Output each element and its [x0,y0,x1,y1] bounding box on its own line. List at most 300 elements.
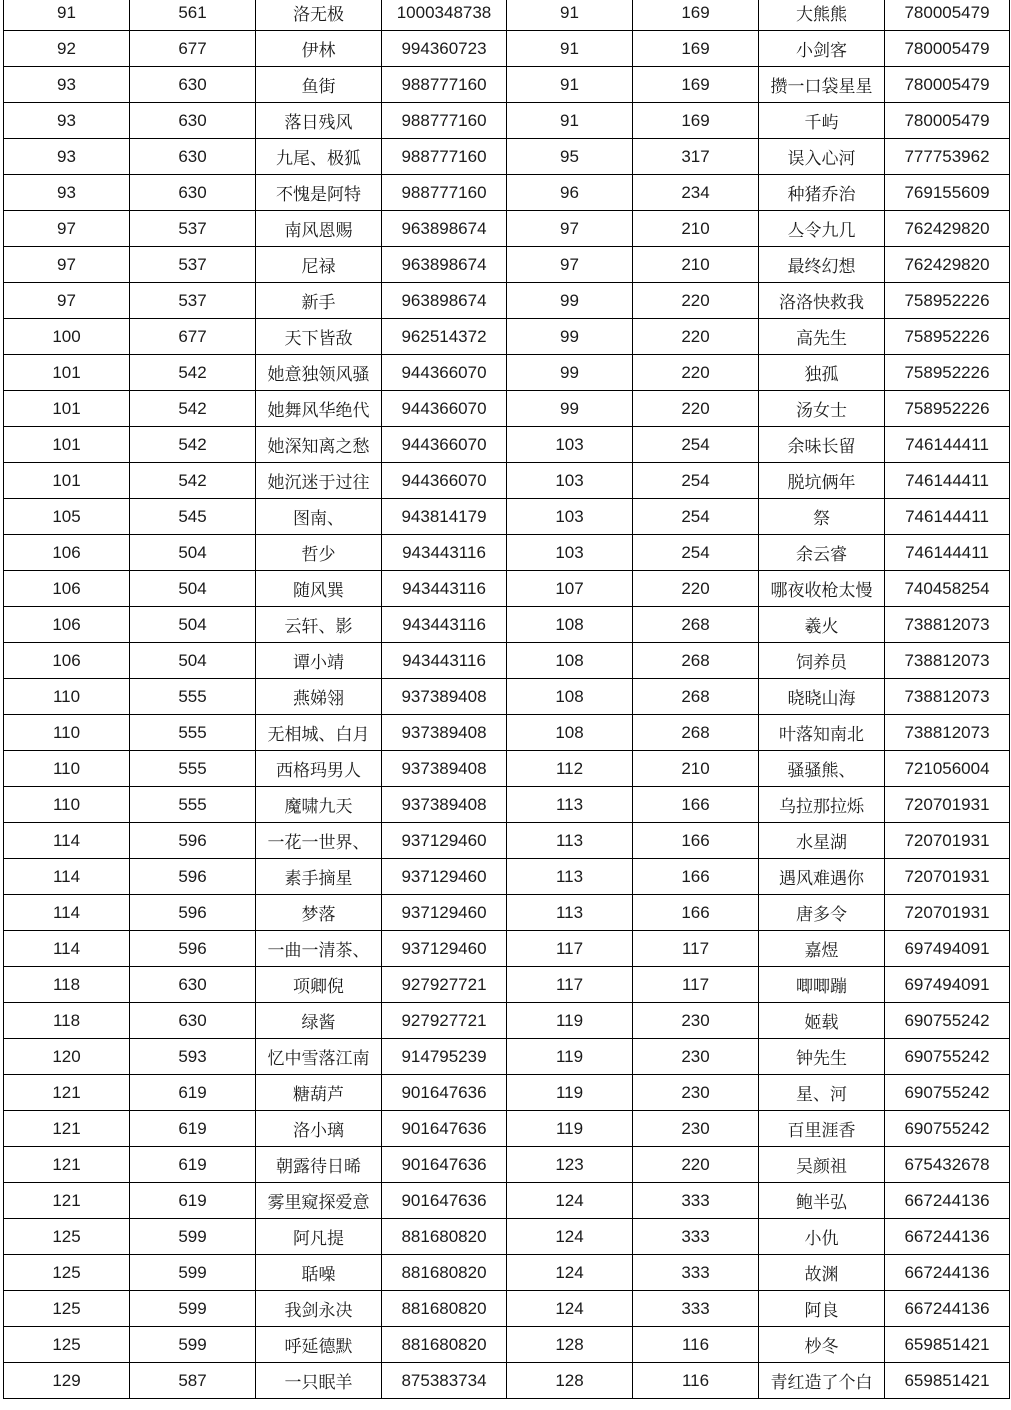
player-name-left-cell: 南风恩赐 [256,211,382,247]
rank-left-cell: 125 [4,1327,130,1363]
level-right-cell: 220 [633,571,759,607]
table-row [4,643,1010,679]
level-right-cell: 268 [633,715,759,751]
table-row [4,607,1010,643]
level-right-cell: 166 [633,859,759,895]
level-left-cell: 677 [130,31,256,67]
rank-right-cell: 112 [507,751,633,787]
level-left-cell: 587 [130,1363,256,1399]
power-right-cell: 721056004 [885,751,1010,787]
rank-right-cell: 124 [507,1183,633,1219]
power-right-cell: 720701931 [885,823,1010,859]
player-name-left-cell: 云轩、影 [256,607,382,643]
level-left-cell: 599 [130,1291,256,1327]
table-row [4,283,1010,319]
level-right-cell: 117 [633,967,759,1003]
power-left-cell: 988777160 [382,67,507,103]
ranking-table [3,0,1010,1399]
level-left-cell: 542 [130,427,256,463]
power-left-cell: 988777160 [382,175,507,211]
player-name-left-cell: 绿酱 [256,1003,382,1039]
rank-left-cell: 121 [4,1111,130,1147]
player-name-left-cell: 落日残风 [256,103,382,139]
player-name-left-cell: 忆中雪落江南 [256,1039,382,1075]
power-right-cell: 667244136 [885,1291,1010,1327]
ranking-sheet [3,0,1009,1399]
rank-right-cell: 119 [507,1039,633,1075]
level-left-cell: 542 [130,355,256,391]
player-name-left-cell: 不愧是阿特 [256,175,382,211]
rank-left-cell: 93 [4,139,130,175]
level-right-cell: 254 [633,535,759,571]
level-left-cell: 537 [130,247,256,283]
power-left-cell: 943443116 [382,535,507,571]
power-right-cell: 758952226 [885,283,1010,319]
player-name-right-cell: 遇风难遇你 [759,859,885,895]
level-right-cell: 220 [633,355,759,391]
level-left-cell: 677 [130,319,256,355]
rank-left-cell: 120 [4,1039,130,1075]
player-name-left-cell: 伊林 [256,31,382,67]
player-name-left-cell: 哲少 [256,535,382,571]
rank-right-cell: 97 [507,247,633,283]
player-name-left-cell: 她沉迷于过往 [256,463,382,499]
table-row [4,103,1010,139]
level-left-cell: 630 [130,175,256,211]
level-left-cell: 504 [130,607,256,643]
power-left-cell: 937129460 [382,895,507,931]
rank-left-cell: 110 [4,787,130,823]
rank-left-cell: 97 [4,283,130,319]
rank-left-cell: 110 [4,679,130,715]
rank-left-cell: 114 [4,895,130,931]
power-right-cell: 769155609 [885,175,1010,211]
player-name-right-cell: 余味长留 [759,427,885,463]
level-left-cell: 630 [130,967,256,1003]
power-right-cell: 690755242 [885,1039,1010,1075]
level-left-cell: 630 [130,139,256,175]
power-right-cell: 690755242 [885,1111,1010,1147]
rank-right-cell: 117 [507,967,633,1003]
power-left-cell: 943443116 [382,571,507,607]
power-right-cell: 675432678 [885,1147,1010,1183]
player-name-right-cell: 叶落知南北 [759,715,885,751]
power-right-cell: 758952226 [885,319,1010,355]
level-left-cell: 542 [130,463,256,499]
table-row [4,247,1010,283]
player-name-left-cell: 西格玛男人 [256,751,382,787]
level-left-cell: 630 [130,103,256,139]
rank-left-cell: 106 [4,643,130,679]
rank-right-cell: 113 [507,895,633,931]
level-right-cell: 169 [633,0,759,31]
rank-left-cell: 97 [4,211,130,247]
rank-right-cell: 113 [507,787,633,823]
rank-right-cell: 103 [507,535,633,571]
level-right-cell: 166 [633,787,759,823]
power-left-cell: 943443116 [382,643,507,679]
rank-left-cell: 114 [4,823,130,859]
rank-right-cell: 124 [507,1219,633,1255]
rank-right-cell: 108 [507,715,633,751]
level-left-cell: 619 [130,1111,256,1147]
player-name-left-cell: 一花一世界、 [256,823,382,859]
rank-right-cell: 103 [507,499,633,535]
rank-right-cell: 119 [507,1111,633,1147]
player-name-left-cell: 燕娣翎 [256,679,382,715]
table-row [4,67,1010,103]
table-row [4,751,1010,787]
rank-right-cell: 99 [507,355,633,391]
level-right-cell: 210 [633,211,759,247]
level-left-cell: 599 [130,1327,256,1363]
player-name-right-cell: 祭 [759,499,885,535]
rank-left-cell: 121 [4,1147,130,1183]
level-right-cell: 268 [633,607,759,643]
player-name-right-cell: 故渊 [759,1255,885,1291]
player-name-left-cell: 项卿倪 [256,967,382,1003]
table-row [4,895,1010,931]
player-name-right-cell: 饲养员 [759,643,885,679]
rank-left-cell: 114 [4,931,130,967]
player-name-left-cell: 随风巽 [256,571,382,607]
rank-right-cell: 91 [507,103,633,139]
player-name-left-cell: 洛小璃 [256,1111,382,1147]
player-name-right-cell: 唧唧蹦 [759,967,885,1003]
rank-right-cell: 128 [507,1327,633,1363]
rank-left-cell: 129 [4,1363,130,1399]
level-right-cell: 230 [633,1075,759,1111]
level-left-cell: 596 [130,823,256,859]
level-left-cell: 504 [130,535,256,571]
power-left-cell: 944366070 [382,355,507,391]
power-right-cell: 746144411 [885,427,1010,463]
level-right-cell: 317 [633,139,759,175]
power-left-cell: 927927721 [382,1003,507,1039]
table-row [4,1039,1010,1075]
power-left-cell: 988777160 [382,103,507,139]
power-left-cell: 881680820 [382,1327,507,1363]
level-left-cell: 537 [130,283,256,319]
power-left-cell: 937389408 [382,787,507,823]
table-row [4,859,1010,895]
table-row [4,1075,1010,1111]
power-right-cell: 738812073 [885,607,1010,643]
player-name-left-cell: 魔啸九天 [256,787,382,823]
table-row [4,1291,1010,1327]
table-row [4,1183,1010,1219]
level-left-cell: 596 [130,859,256,895]
rank-right-cell: 123 [507,1147,633,1183]
player-name-right-cell: 误入心河 [759,139,885,175]
power-right-cell: 780005479 [885,31,1010,67]
rank-right-cell: 96 [507,175,633,211]
power-right-cell: 720701931 [885,895,1010,931]
power-left-cell: 927927721 [382,967,507,1003]
player-name-right-cell: 青红造了个白 [759,1363,885,1399]
power-left-cell: 901647636 [382,1183,507,1219]
rank-left-cell: 105 [4,499,130,535]
rank-left-cell: 106 [4,607,130,643]
level-right-cell: 169 [633,67,759,103]
player-name-left-cell: 雾里窥探爱意 [256,1183,382,1219]
power-right-cell: 690755242 [885,1075,1010,1111]
level-right-cell: 117 [633,931,759,967]
player-name-left-cell: 她舞风华绝代 [256,391,382,427]
rank-right-cell: 91 [507,31,633,67]
level-right-cell: 333 [633,1219,759,1255]
rank-right-cell: 117 [507,931,633,967]
power-right-cell: 740458254 [885,571,1010,607]
table-row [4,1219,1010,1255]
player-name-right-cell: 洛洛快救我 [759,283,885,319]
player-name-right-cell: 余云睿 [759,535,885,571]
player-name-right-cell: 姬载 [759,1003,885,1039]
rank-left-cell: 125 [4,1291,130,1327]
player-name-right-cell: 杪冬 [759,1327,885,1363]
rank-left-cell: 101 [4,391,130,427]
rank-right-cell: 119 [507,1003,633,1039]
player-name-right-cell: 高先生 [759,319,885,355]
rank-left-cell: 93 [4,67,130,103]
power-left-cell: 943814179 [382,499,507,535]
power-left-cell: 963898674 [382,211,507,247]
player-name-right-cell: 小剑客 [759,31,885,67]
table-row [4,1003,1010,1039]
table-row [4,1111,1010,1147]
power-right-cell: 746144411 [885,535,1010,571]
player-name-left-cell: 她意独领风骚 [256,355,382,391]
ranking-table-body [4,0,1010,1399]
power-right-cell: 697494091 [885,931,1010,967]
rank-left-cell: 121 [4,1183,130,1219]
rank-left-cell: 101 [4,355,130,391]
rank-left-cell: 106 [4,571,130,607]
level-left-cell: 630 [130,1003,256,1039]
level-right-cell: 230 [633,1003,759,1039]
power-left-cell: 881680820 [382,1255,507,1291]
rank-left-cell: 125 [4,1255,130,1291]
player-name-left-cell: 谭小靖 [256,643,382,679]
player-name-right-cell: 脱坑俩年 [759,463,885,499]
table-row [4,0,1010,31]
rank-right-cell: 128 [507,1363,633,1399]
power-left-cell: 1000348738 [382,0,507,31]
table-row [4,463,1010,499]
power-right-cell: 738812073 [885,679,1010,715]
rank-right-cell: 91 [507,0,633,31]
table-row [4,211,1010,247]
player-name-left-cell: 洛无极 [256,0,382,31]
level-left-cell: 593 [130,1039,256,1075]
table-row [4,391,1010,427]
level-left-cell: 555 [130,679,256,715]
player-name-left-cell: 梦落 [256,895,382,931]
rank-left-cell: 125 [4,1219,130,1255]
player-name-left-cell: 鱼街 [256,67,382,103]
power-left-cell: 944366070 [382,427,507,463]
level-right-cell: 210 [633,751,759,787]
player-name-left-cell: 阿凡提 [256,1219,382,1255]
power-right-cell: 780005479 [885,0,1010,31]
player-name-right-cell: 最终幻想 [759,247,885,283]
level-right-cell: 333 [633,1183,759,1219]
power-left-cell: 963898674 [382,283,507,319]
rank-right-cell: 119 [507,1075,633,1111]
player-name-left-cell: 朝露待日晞 [256,1147,382,1183]
player-name-left-cell: 糖葫芦 [256,1075,382,1111]
level-right-cell: 220 [633,391,759,427]
power-right-cell: 780005479 [885,103,1010,139]
level-left-cell: 561 [130,0,256,31]
player-name-left-cell: 图南、 [256,499,382,535]
power-left-cell: 937389408 [382,715,507,751]
table-row [4,31,1010,67]
player-name-right-cell: 鲍半弘 [759,1183,885,1219]
power-left-cell: 988777160 [382,139,507,175]
rank-right-cell: 99 [507,283,633,319]
player-name-right-cell: 钟先生 [759,1039,885,1075]
player-name-left-cell: 一曲一清茶、 [256,931,382,967]
level-left-cell: 504 [130,643,256,679]
power-left-cell: 875383734 [382,1363,507,1399]
player-name-right-cell: 攒一口袋星星 [759,67,885,103]
player-name-left-cell: 她深知离之愁 [256,427,382,463]
table-row [4,427,1010,463]
player-name-left-cell: 一只眠羊 [256,1363,382,1399]
level-right-cell: 254 [633,499,759,535]
player-name-right-cell: 晓晓山海 [759,679,885,715]
rank-left-cell: 114 [4,859,130,895]
rank-right-cell: 97 [507,211,633,247]
level-right-cell: 333 [633,1255,759,1291]
player-name-left-cell: 无相城、白月 [256,715,382,751]
table-row [4,535,1010,571]
power-right-cell: 758952226 [885,391,1010,427]
power-right-cell: 738812073 [885,643,1010,679]
rank-right-cell: 107 [507,571,633,607]
table-row [4,715,1010,751]
power-right-cell: 697494091 [885,967,1010,1003]
player-name-right-cell: 千屿 [759,103,885,139]
table-row [4,499,1010,535]
rank-left-cell: 97 [4,247,130,283]
power-left-cell: 901647636 [382,1111,507,1147]
rank-right-cell: 95 [507,139,633,175]
power-left-cell: 943443116 [382,607,507,643]
level-left-cell: 619 [130,1147,256,1183]
rank-left-cell: 93 [4,103,130,139]
rank-left-cell: 101 [4,463,130,499]
rank-left-cell: 118 [4,967,130,1003]
player-name-left-cell: 我剑永决 [256,1291,382,1327]
power-left-cell: 963898674 [382,247,507,283]
rank-left-cell: 121 [4,1075,130,1111]
rank-left-cell: 110 [4,715,130,751]
power-left-cell: 944366070 [382,391,507,427]
rank-left-cell: 92 [4,31,130,67]
player-name-right-cell: 独孤 [759,355,885,391]
level-right-cell: 220 [633,319,759,355]
player-name-right-cell: 种猪乔治 [759,175,885,211]
player-name-right-cell: 大熊熊 [759,0,885,31]
power-right-cell: 746144411 [885,463,1010,499]
level-left-cell: 599 [130,1255,256,1291]
level-left-cell: 619 [130,1183,256,1219]
level-left-cell: 619 [130,1075,256,1111]
rank-right-cell: 124 [507,1291,633,1327]
power-right-cell: 659851421 [885,1327,1010,1363]
power-left-cell: 962514372 [382,319,507,355]
level-left-cell: 596 [130,895,256,931]
table-row [4,787,1010,823]
level-right-cell: 254 [633,427,759,463]
level-left-cell: 630 [130,67,256,103]
power-right-cell: 746144411 [885,499,1010,535]
level-left-cell: 555 [130,751,256,787]
level-right-cell: 220 [633,1147,759,1183]
table-row [4,319,1010,355]
level-right-cell: 166 [633,895,759,931]
table-row [4,1327,1010,1363]
level-left-cell: 599 [130,1219,256,1255]
player-name-right-cell: 阿良 [759,1291,885,1327]
power-right-cell: 690755242 [885,1003,1010,1039]
power-right-cell: 777753962 [885,139,1010,175]
rank-left-cell: 93 [4,175,130,211]
level-right-cell: 220 [633,283,759,319]
rank-right-cell: 108 [507,679,633,715]
rank-left-cell: 100 [4,319,130,355]
player-name-left-cell: 素手摘星 [256,859,382,895]
player-name-right-cell: 乌拉那拉烁 [759,787,885,823]
player-name-right-cell: 羲火 [759,607,885,643]
power-left-cell: 901647636 [382,1075,507,1111]
table-row [4,175,1010,211]
level-right-cell: 116 [633,1327,759,1363]
table-row [4,823,1010,859]
power-left-cell: 881680820 [382,1219,507,1255]
table-row [4,571,1010,607]
power-right-cell: 758952226 [885,355,1010,391]
power-left-cell: 937389408 [382,679,507,715]
table-row [4,679,1010,715]
rank-right-cell: 103 [507,463,633,499]
player-name-left-cell: 天下皆敌 [256,319,382,355]
power-right-cell: 738812073 [885,715,1010,751]
power-left-cell: 937129460 [382,823,507,859]
table-row [4,1255,1010,1291]
power-right-cell: 720701931 [885,859,1010,895]
rank-left-cell: 118 [4,1003,130,1039]
power-left-cell: 914795239 [382,1039,507,1075]
level-right-cell: 268 [633,679,759,715]
player-name-right-cell: 百里涯香 [759,1111,885,1147]
rank-left-cell: 91 [4,0,130,31]
power-right-cell: 720701931 [885,787,1010,823]
player-name-right-cell: 嘉煜 [759,931,885,967]
level-right-cell: 230 [633,1039,759,1075]
level-right-cell: 166 [633,823,759,859]
power-left-cell: 901647636 [382,1147,507,1183]
power-left-cell: 937389408 [382,751,507,787]
level-right-cell: 210 [633,247,759,283]
power-right-cell: 667244136 [885,1219,1010,1255]
rank-right-cell: 99 [507,319,633,355]
power-left-cell: 937129460 [382,931,507,967]
player-name-right-cell: 水星湖 [759,823,885,859]
power-right-cell: 667244136 [885,1255,1010,1291]
